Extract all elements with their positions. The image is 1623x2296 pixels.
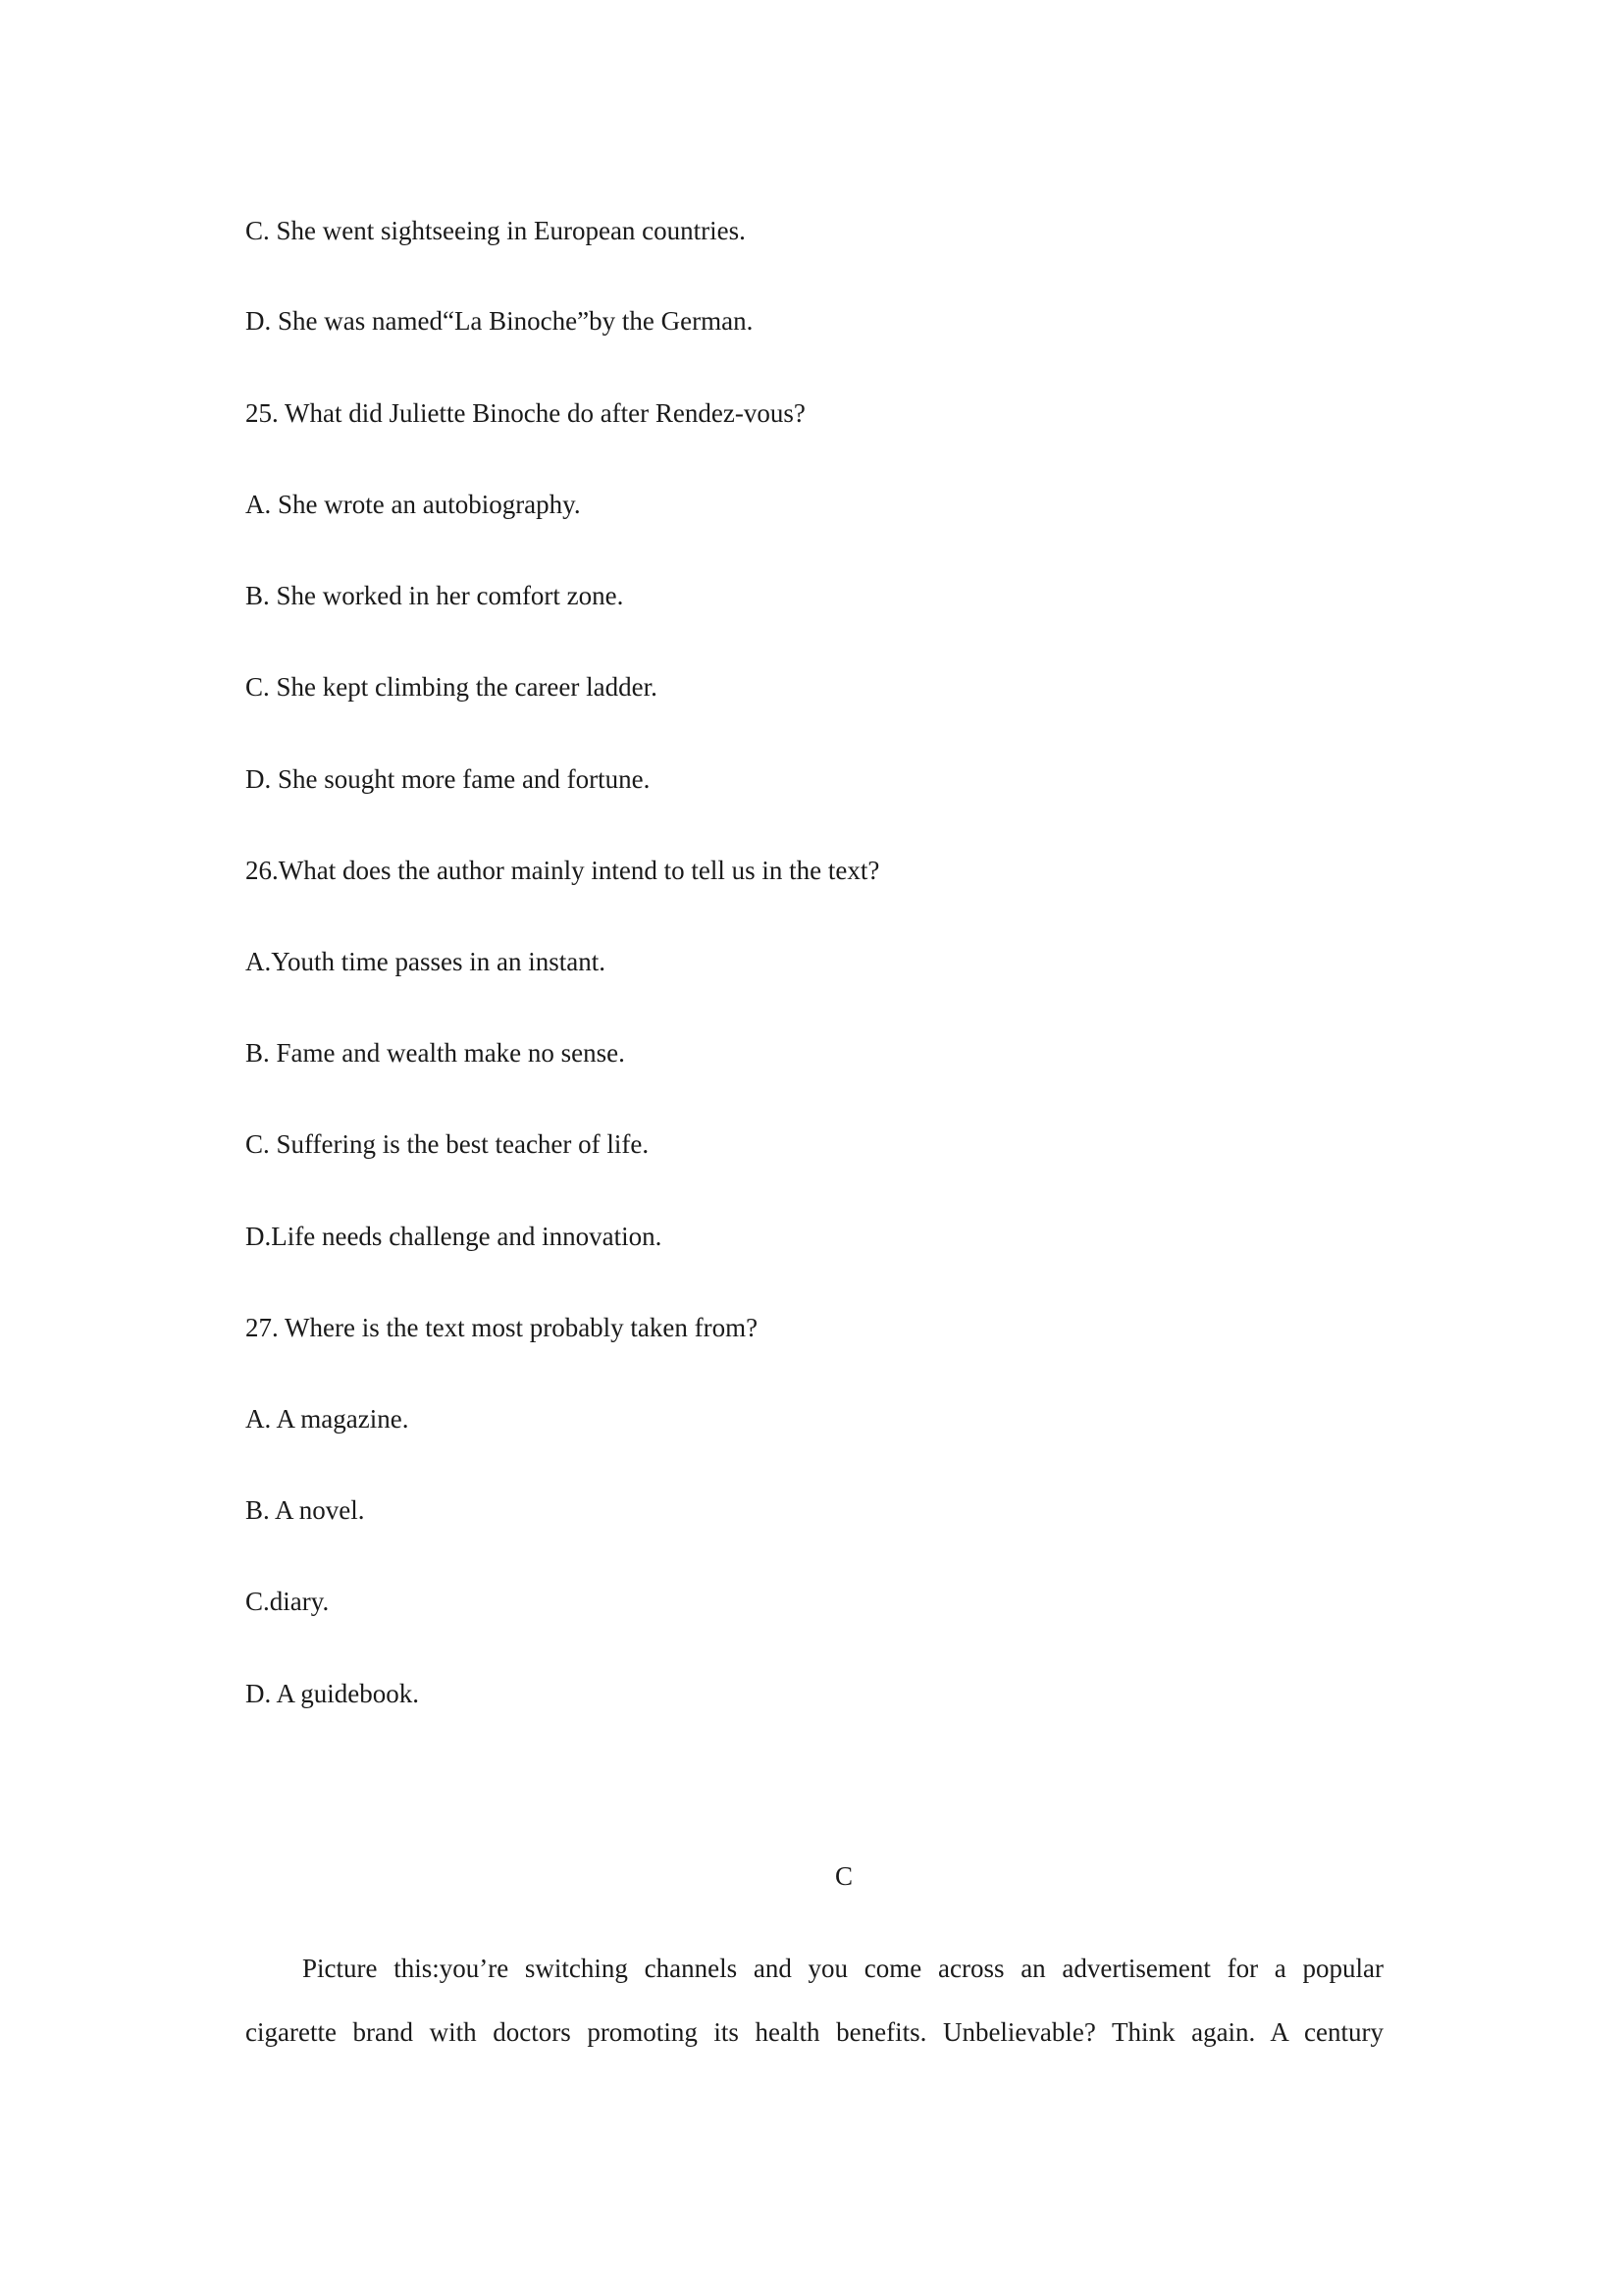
option-27c: C.diary. bbox=[245, 1587, 330, 1616]
option-27d: D. A guidebook. bbox=[245, 1679, 420, 1708]
paragraph-line: Picture this:you’re switching channels and you come across an advertisement for a popular bbox=[302, 1954, 1384, 1983]
option-27a: A. A magazine. bbox=[245, 1404, 409, 1434]
option-24c: C. She went sightseeing in European countries. bbox=[245, 216, 746, 245]
question-25: 25. What did Juliette Binoche do after Rendez-vous? bbox=[245, 398, 806, 428]
question-26: 26.What does the author mainly intend to tell us in the text? bbox=[245, 856, 880, 885]
option-25b: B. She worked in her comfort zone. bbox=[245, 581, 624, 610]
section-heading: C bbox=[834, 1861, 853, 1891]
option-27b: B. A novel. bbox=[245, 1495, 365, 1525]
paragraph-line: cigarette brand with doctors promoting its health benefits. Unbelievable? Think again. A century bbox=[245, 2017, 1384, 2047]
option-26c: C. Suffering is the best teacher of life. bbox=[245, 1129, 650, 1159]
option-26d: D.Life needs challenge and innovation. bbox=[245, 1222, 662, 1251]
option-25a: A. She wrote an autobiography. bbox=[245, 490, 581, 519]
option-26a: A.Youth time passes in an instant. bbox=[245, 947, 606, 976]
question-27: 27. Where is the text most probably taken from? bbox=[245, 1313, 759, 1342]
option-24d: D. She was named“La Binoche”by the German. bbox=[245, 306, 754, 336]
option-25c: C. She kept climbing the career ladder. bbox=[245, 672, 657, 702]
option-25d: D. She sought more fame and fortune. bbox=[245, 764, 651, 794]
option-26b: B. Fame and wealth make no sense. bbox=[245, 1038, 625, 1068]
